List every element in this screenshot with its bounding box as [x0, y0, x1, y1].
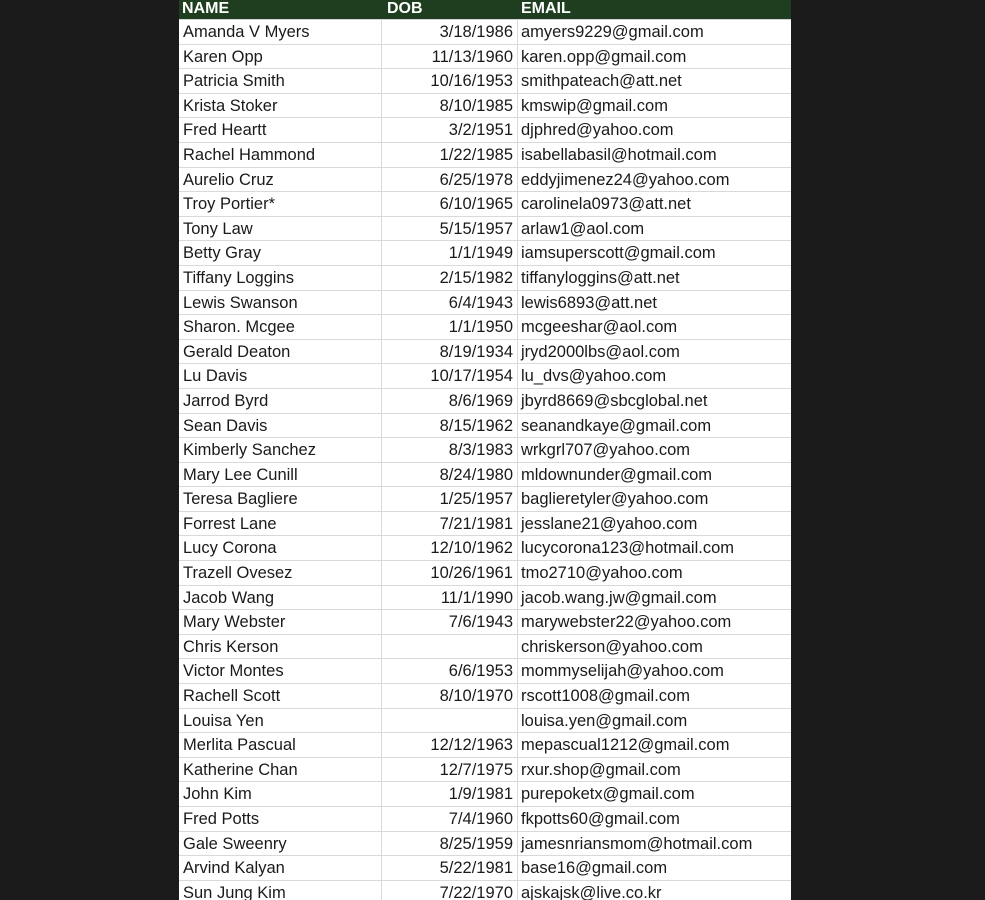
cell-name[interactable]: Jacob Wang: [179, 586, 382, 610]
cell-email[interactable]: jryd2000lbs@aol.com: [521, 342, 680, 361]
cell-dob[interactable]: 6/25/1978: [382, 168, 518, 192]
cell-dob[interactable]: 7/6/1943: [382, 610, 518, 634]
cell-name[interactable]: Rachell Scott: [179, 684, 382, 708]
cell-dob[interactable]: [382, 635, 518, 659]
cell-name[interactable]: Gerald Deaton: [179, 340, 382, 364]
cell-name[interactable]: Patricia Smith: [179, 69, 382, 93]
table-row: [179, 118, 791, 143]
cell-email[interactable]: rxur.shop@gmail.com: [521, 760, 681, 779]
cell-dob[interactable]: 8/3/1983: [382, 438, 518, 462]
cell-name[interactable]: Betty Gray: [179, 241, 382, 265]
table-row: [179, 364, 791, 389]
table-row: [179, 266, 791, 291]
cell-name[interactable]: Fred Heartt: [179, 118, 382, 142]
cell-email[interactable]: isabellabasil@hotmail.com: [521, 145, 717, 164]
cell-email[interactable]: arlaw1@aol.com: [521, 219, 645, 238]
table-row: [179, 143, 791, 168]
cell-dob[interactable]: 11/1/1990: [382, 586, 518, 610]
cell-email[interactable]: jbyrd8669@sbcglobal.net: [521, 391, 708, 410]
cell-dob[interactable]: 8/10/1970: [382, 684, 518, 708]
cell-email[interactable]: jamesnriansmom@hotmail.com: [521, 834, 753, 853]
table-row: [179, 241, 791, 266]
table-row: [179, 20, 791, 45]
cell-name[interactable]: Tony Law: [179, 217, 382, 241]
table-row: [179, 438, 791, 463]
column-header-name[interactable]: NAME: [182, 0, 230, 17]
table-row: [179, 635, 791, 660]
table-row: [179, 168, 791, 193]
cell-email[interactable]: mldownunder@gmail.com: [521, 465, 712, 484]
table-row: [179, 709, 791, 734]
cell-email[interactable]: lu_dvs@yahoo.com: [521, 367, 667, 386]
cell-email[interactable]: jesslane21@yahoo.com: [521, 514, 698, 533]
cell-email[interactable]: lewis6893@att.net: [521, 293, 657, 312]
cell-name[interactable]: Troy Portier*: [179, 192, 382, 216]
table-row: [179, 586, 791, 611]
cell-dob[interactable]: 10/17/1954: [382, 364, 518, 388]
cell-dob[interactable]: 1/25/1957: [382, 487, 518, 511]
table-row: [179, 512, 791, 537]
column-header-dob[interactable]: DOB: [387, 0, 423, 17]
cell-email[interactable]: marywebster22@yahoo.com: [521, 613, 732, 632]
cell-email[interactable]: tiffanyloggins@att.net: [521, 268, 680, 287]
cell-name[interactable]: Arvind Kalyan: [179, 856, 382, 880]
cell-email[interactable]: kmswip@gmail.com: [521, 96, 668, 115]
cell-name[interactable]: Amanda V Myers: [179, 20, 382, 44]
cell-name[interactable]: Lewis Swanson: [179, 291, 382, 315]
cell-dob[interactable]: 6/4/1943: [382, 291, 518, 315]
cell-name[interactable]: Forrest Lane: [179, 512, 382, 536]
cell-email[interactable]: mcgeeshar@aol.com: [521, 318, 678, 337]
table-row: [179, 315, 791, 340]
table-row: [179, 291, 791, 316]
cell-dob[interactable]: 10/26/1961: [382, 561, 518, 585]
cell-name[interactable]: Krista Stoker: [179, 94, 382, 118]
cell-name[interactable]: Jarrod Byrd: [179, 389, 382, 413]
cell-name[interactable]: Katherine Chan: [179, 758, 382, 782]
table-row: [179, 463, 791, 488]
table-row: [179, 561, 791, 586]
cell-name[interactable]: Kimberly Sanchez: [179, 438, 382, 462]
cell-email[interactable]: louisa.yen@gmail.com: [521, 711, 688, 730]
cell-name[interactable]: Mary Webster: [179, 610, 382, 634]
table-row: [179, 340, 791, 365]
cell-email[interactable]: smithpateach@att.net: [521, 72, 682, 91]
cell-dob[interactable]: 12/12/1963: [382, 733, 518, 757]
cell-name[interactable]: Sun Jung Kim: [179, 881, 382, 900]
cell-email[interactable]: ajskajsk@live.co.kr: [521, 883, 662, 900]
table-row: [179, 414, 791, 439]
cell-email[interactable]: eddyjimenez24@yahoo.com: [521, 170, 730, 189]
cell-name[interactable]: Gale Sweenry: [179, 832, 382, 856]
cell-name[interactable]: Rachel Hammond: [179, 143, 382, 167]
cell-name[interactable]: Chris Kerson: [179, 635, 382, 659]
cell-dob[interactable]: 6/10/1965: [382, 192, 518, 216]
table-row: [179, 758, 791, 783]
table-row: [179, 45, 791, 70]
cell-email[interactable]: baglieretyler@yahoo.com: [521, 490, 709, 509]
cell-dob[interactable]: 5/15/1957: [382, 217, 518, 241]
cell-name[interactable]: Karen Opp: [179, 45, 382, 69]
table-row: [179, 856, 791, 881]
cell-dob[interactable]: 8/10/1985: [382, 94, 518, 118]
cell-email[interactable]: jacob.wang.jw@gmail.com: [521, 588, 717, 607]
cell-name[interactable]: Lucy Corona: [179, 536, 382, 560]
cell-email[interactable]: purepoketx@gmail.com: [521, 785, 695, 804]
cell-name[interactable]: Aurelio Cruz: [179, 168, 382, 192]
cell-email[interactable]: iamsuperscott@gmail.com: [521, 244, 716, 263]
cell-dob[interactable]: 7/4/1960: [382, 807, 518, 831]
cell-email[interactable]: lucycorona123@hotmail.com: [521, 539, 735, 558]
cell-name[interactable]: Merlita Pascual: [179, 733, 382, 757]
cell-dob[interactable]: 5/22/1981: [382, 856, 518, 880]
cell-name[interactable]: Mary Lee Cunill: [179, 463, 382, 487]
cell-email[interactable]: djphred@yahoo.com: [521, 121, 674, 140]
cell-dob[interactable]: 8/25/1959: [382, 832, 518, 856]
cell-dob[interactable]: 2/15/1982: [382, 266, 518, 290]
table-row: [179, 217, 791, 242]
cell-email[interactable]: karen.opp@gmail.com: [521, 47, 687, 66]
cell-dob[interactable]: 6/6/1953: [382, 659, 518, 683]
cell-email[interactable]: rscott1008@gmail.com: [521, 687, 690, 706]
cell-dob[interactable]: 3/18/1986: [382, 20, 518, 44]
cell-dob[interactable]: 8/19/1934: [382, 340, 518, 364]
cell-dob[interactable]: 10/16/1953: [382, 69, 518, 93]
cell-name[interactable]: Victor Montes: [179, 659, 382, 683]
cell-name[interactable]: Teresa Bagliere: [179, 487, 382, 511]
cell-name[interactable]: John Kim: [179, 782, 382, 806]
table-body: [179, 20, 791, 900]
cell-dob[interactable]: 11/13/1960: [382, 45, 518, 69]
cell-dob[interactable]: 3/2/1951: [382, 118, 518, 142]
cell-email[interactable]: fkpotts60@gmail.com: [521, 810, 680, 828]
cell-email[interactable]: chriskerson@yahoo.com: [521, 637, 703, 656]
table-row: [179, 536, 791, 561]
cell-dob[interactable]: 1/9/1981: [382, 782, 518, 806]
cell-name[interactable]: Lu Davis: [179, 364, 382, 388]
cell-dob[interactable]: [382, 709, 518, 733]
cell-dob[interactable]: 7/21/1981: [382, 512, 518, 536]
cell-email[interactable]: seanandkaye@gmail.com: [521, 416, 712, 435]
table-row: [179, 807, 791, 832]
cell-dob[interactable]: 8/6/1969: [382, 389, 518, 413]
cell-email[interactable]: wrkgrl707@yahoo.com: [521, 441, 690, 460]
cell-email[interactable]: amyers9229@gmail.com: [521, 23, 704, 41]
cell-email[interactable]: base16@gmail.com: [521, 859, 668, 878]
cell-dob[interactable]: 12/10/1962: [382, 536, 518, 560]
table-row: [179, 659, 791, 684]
cell-name[interactable]: Trazell Ovesez: [179, 561, 382, 585]
cell-dob[interactable]: 8/24/1980: [382, 463, 518, 487]
table-row: [179, 192, 791, 217]
cell-dob[interactable]: 7/22/1970: [382, 881, 518, 900]
table-row: [179, 782, 791, 807]
cell-email[interactable]: mepascual1212@gmail.com: [521, 736, 730, 755]
table-row: [179, 94, 791, 119]
table-row: [179, 733, 791, 758]
cell-dob[interactable]: 1/1/1950: [382, 315, 518, 339]
cell-name[interactable]: Louisa Yen: [179, 709, 382, 733]
table-row: [179, 610, 791, 635]
cell-dob[interactable]: 1/22/1985: [382, 143, 518, 167]
spreadsheet-grid: [179, 0, 791, 900]
cell-dob[interactable]: 1/1/1949: [382, 241, 518, 265]
table-row: [179, 389, 791, 414]
cell-name[interactable]: Fred Potts: [179, 807, 382, 831]
cell-email[interactable]: tmo2710@yahoo.com: [521, 564, 683, 583]
header-row: [179, 0, 791, 20]
table-row: [179, 832, 791, 857]
cell-name[interactable]: Sharon. Mcgee: [179, 315, 382, 339]
table-row: [179, 69, 791, 94]
table-row: [179, 881, 791, 900]
cell-name[interactable]: Tiffany Loggins: [179, 266, 382, 290]
column-header-email[interactable]: EMAIL: [521, 0, 571, 17]
table-row: [179, 684, 791, 709]
table-row: [179, 487, 791, 512]
cell-dob[interactable]: 8/15/1962: [382, 414, 518, 438]
cell-dob[interactable]: 12/7/1975: [382, 758, 518, 782]
cell-email[interactable]: carolinela0973@att.net: [521, 195, 691, 214]
cell-email[interactable]: mommyselijah@yahoo.com: [521, 662, 724, 681]
cell-name[interactable]: Sean Davis: [179, 414, 382, 438]
